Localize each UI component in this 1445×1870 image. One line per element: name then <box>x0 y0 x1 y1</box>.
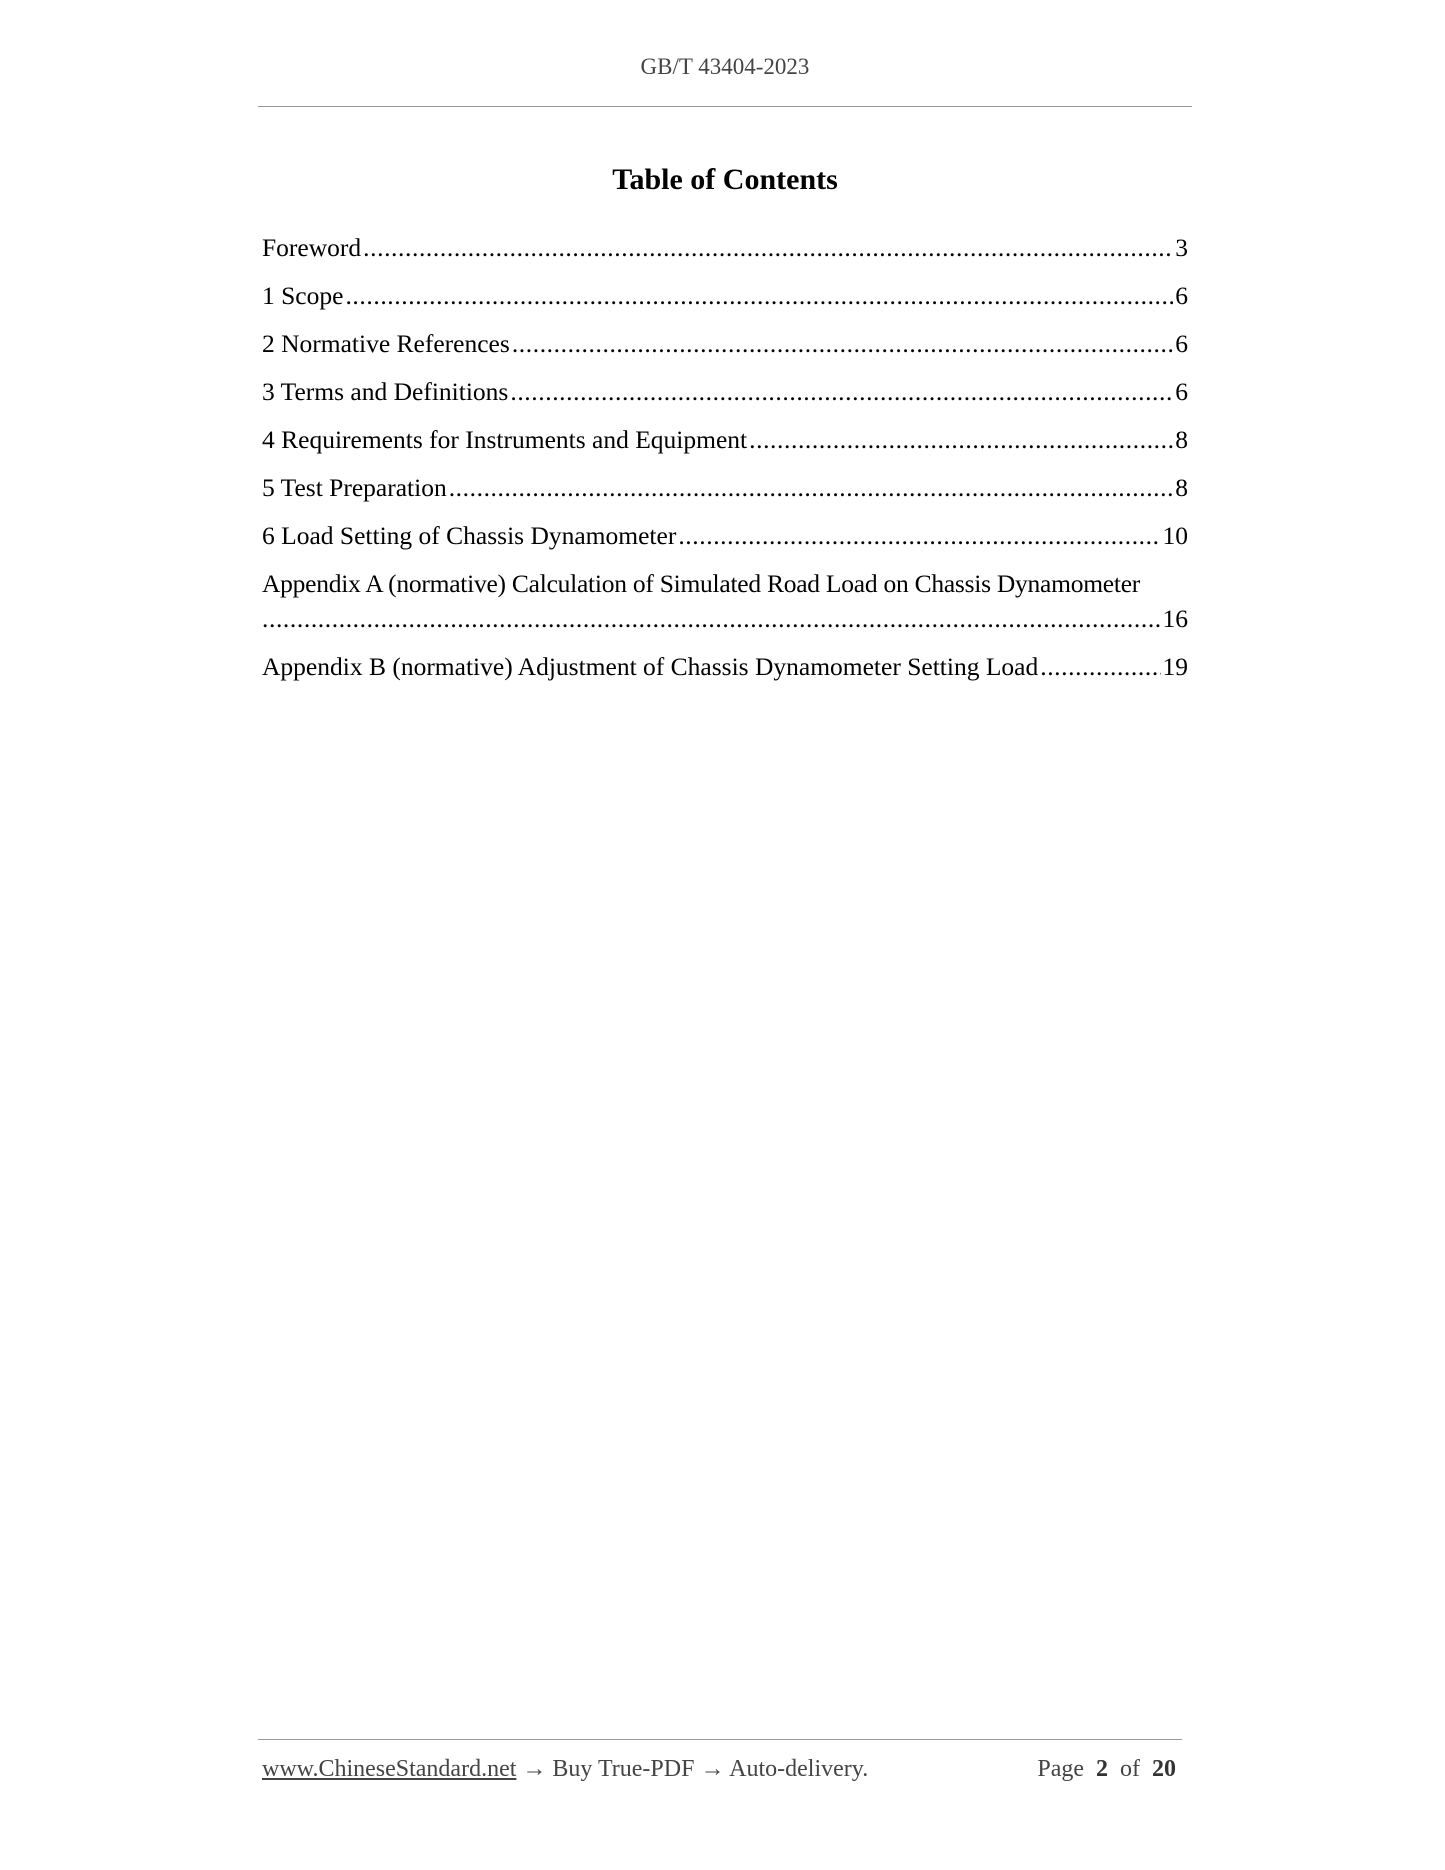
toc-entry-page: 6 <box>1175 377 1188 406</box>
toc-entry-title: 4 Requirements for Instruments and Equipment <box>262 425 748 454</box>
toc-entry-page: 8 <box>1175 425 1188 454</box>
toc-entry-page: 6 <box>1175 329 1188 358</box>
toc-entry-terms-definitions[interactable] <box>262 374 1188 409</box>
page-total: 20 <box>1152 1756 1176 1782</box>
toc-entry-title: Foreword <box>262 233 362 262</box>
arrow-right-icon: → <box>700 1756 725 1782</box>
toc-entry-foreword[interactable] <box>262 230 1188 265</box>
toc-entry-title: 5 Test Preparation <box>262 473 447 502</box>
arrow-right-icon: → <box>522 1756 547 1782</box>
toc-entry-title: 6 Load Setting of Chassis Dynamometer <box>262 521 677 550</box>
footer-promo <box>262 1756 868 1783</box>
toc-entry-title: 1 Scope <box>262 281 344 310</box>
footer-step-delivery: Auto-delivery. <box>729 1756 869 1782</box>
toc-leader <box>262 601 1161 636</box>
toc-leader <box>512 326 1173 361</box>
toc-entry-scope[interactable] <box>262 278 1188 313</box>
toc-entry-appendix-a[interactable] <box>262 566 1188 636</box>
page-indicator <box>1037 1756 1176 1783</box>
toc-title: Table of Contents <box>612 163 838 196</box>
toc-list <box>262 230 1188 697</box>
toc-entry-page: 8 <box>1175 473 1188 502</box>
toc-leader <box>449 470 1174 505</box>
toc-leader <box>749 422 1173 457</box>
header-divider <box>258 106 1192 107</box>
toc-leader <box>345 278 1173 313</box>
footer-divider <box>258 1739 1182 1740</box>
toc-entry-title: Appendix A (normative) Calculation of Simulated Road Load on Chassis Dynamometer <box>262 569 1141 598</box>
toc-entry-page: 19 <box>1162 652 1188 681</box>
toc-entry-appendix-b[interactable] <box>262 649 1188 684</box>
toc-entry-normative-references[interactable] <box>262 326 1188 361</box>
page-of: of <box>1120 1756 1140 1782</box>
toc-entry-title: Appendix B (normative) Adjustment of Chassis Dynamometer Setting Load <box>262 652 1039 681</box>
page-current: 2 <box>1096 1756 1108 1782</box>
toc-leader <box>510 374 1173 409</box>
running-header: GB/T 43404-2023 <box>640 54 810 79</box>
toc-entry-page: 16 <box>1162 604 1188 633</box>
toc-entry-continuation <box>262 601 1188 636</box>
toc-entry-load-setting[interactable] <box>262 518 1188 553</box>
toc-leader <box>363 230 1173 265</box>
page-footer <box>262 1756 1180 1783</box>
toc-entry-page: 3 <box>1175 233 1188 262</box>
toc-entry-title: 2 Normative References <box>262 329 510 358</box>
toc-leader <box>678 518 1160 553</box>
website-link[interactable]: www.ChineseStandard.net <box>262 1756 517 1782</box>
toc-entry-test-preparation[interactable] <box>262 470 1188 505</box>
footer-step-buy: Buy True-PDF <box>552 1756 695 1782</box>
toc-entry-title: 3 Terms and Definitions <box>262 377 509 406</box>
toc-leader <box>1040 649 1160 684</box>
toc-entry-requirements[interactable] <box>262 422 1188 457</box>
toc-entry-page: 10 <box>1162 521 1188 550</box>
page-label: Page <box>1037 1756 1084 1782</box>
toc-entry-page: 6 <box>1175 281 1188 310</box>
